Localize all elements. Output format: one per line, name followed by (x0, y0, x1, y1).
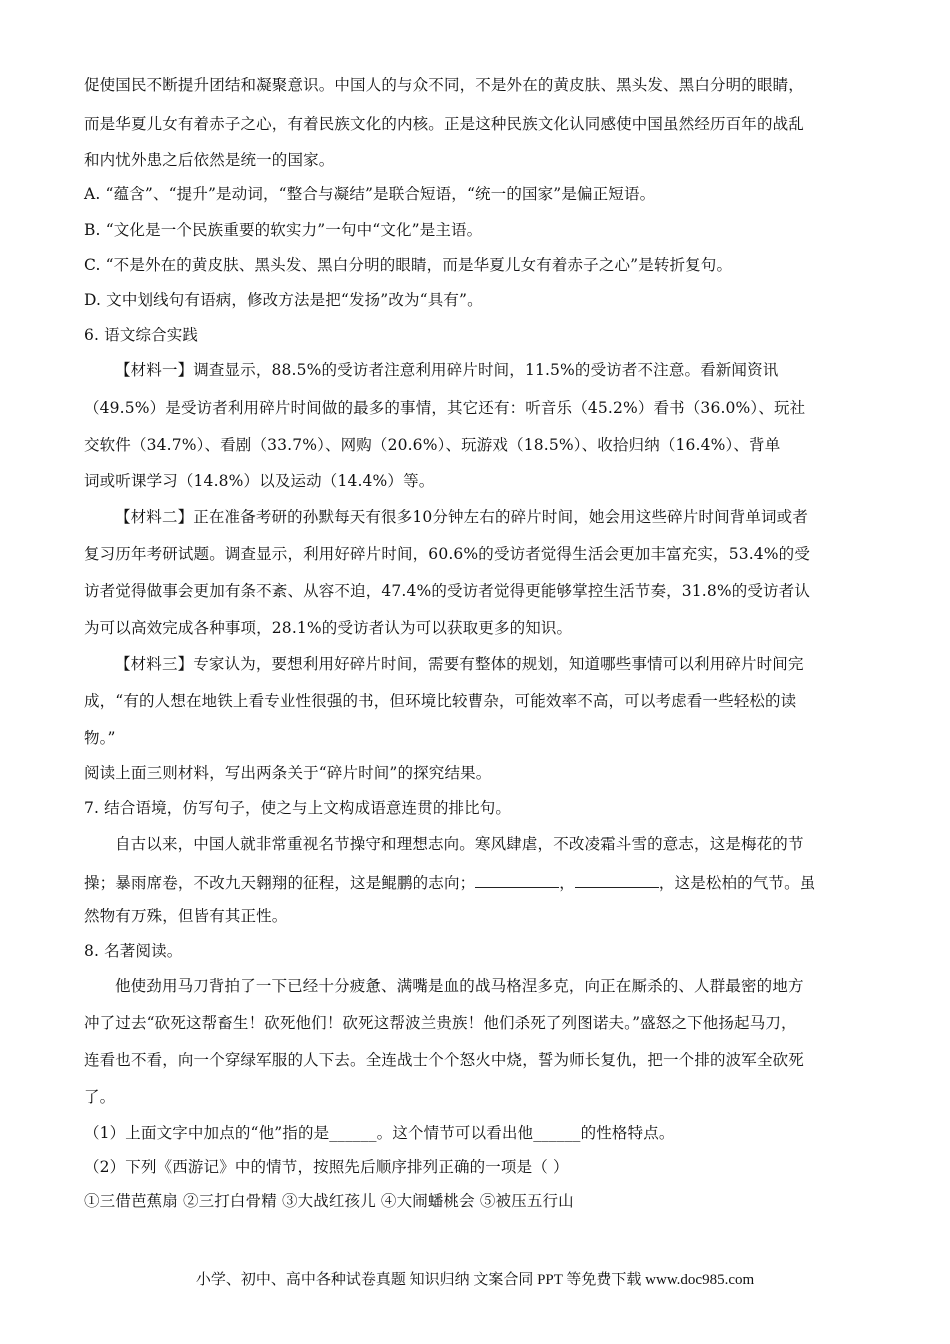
material-3-line: 【材料三】专家认为，要想利用好碎片时间，需要有整体的规划，知道哪些事情可以利用碎片时间完 (115, 655, 804, 673)
question-6-prompt: 阅读上面三则材料，写出两条关于“碎片时间”的探究结果。 (84, 764, 492, 782)
material-2-line: 访者觉得做事会更加有条不紊、从容不迫，47.4%的受访者觉得更能够掌控生活节奏，31.8%的受访者认 (84, 582, 810, 600)
q7-text: 操；暴雨席卷，不改九天翱翔的征程，这是鲲鹏的志向； (84, 874, 476, 892)
material-1-line: 【材料一】调查显示，88.5%的受访者注意利用碎片时间，11.5%的受访者不注意。看新闻资讯 (115, 361, 779, 379)
passage-line: 而是华夏儿女有着赤子之心，有着民族文化的内核。正是这种民族文化认同感使中国虽然经历百年的战乱 (84, 115, 804, 133)
question-7-title: 7. 结合语境，仿写句子，使之与上文构成语意连贯的排比句。 (84, 799, 512, 817)
answer-blank-4[interactable]: ______ (533, 1124, 581, 1142)
q8-choices: ①三借芭蕉扇 ②三打白骨精 ③大战红孩儿 ④大闹蟠桃会 ⑤被压五行山 (84, 1192, 574, 1210)
option-a: A. “蕴含”、“提升”是动词，“整合与凝结”是联合短语，“统一的国家”是偏正短语。 (84, 185, 656, 203)
answer-blank-2[interactable] (575, 871, 659, 888)
novel-passage-line: 他使劲用马刀背拍了一下已经十分疲惫、满嘴是血的战马格涅多克，向正在厮杀的、人群最密的地方 (115, 977, 804, 995)
material-2-line: 【材料二】正在准备考研的孙默每天有很多10分钟左右的碎片时间，她会用这些碎片时间背单词或者 (115, 508, 808, 526)
novel-passage-line: 冲了过去“砍死这帮畜生！砍死他们！砍死这帮波兰贵族！他们杀死了列图诺夫。”盛怒之下他扬起马刀， (84, 1014, 797, 1032)
question-8-title: 8. 名著阅读。 (84, 942, 183, 960)
q7-paragraph-line: 然物有万殊，但皆有其正性。 (84, 907, 288, 925)
material-3-line: 成，“有的人想在地铁上看专业性很强的书，但环境比较曹杂，可能效率不高，可以考虑看一些轻松的读 (84, 692, 797, 710)
answer-blank-1[interactable] (475, 871, 559, 888)
option-d: D. 文中划线句有语病，修改方法是把“发扬”改为“具有”。 (84, 291, 483, 309)
q7-text: ，这是松柏的气节。虽 (658, 874, 816, 892)
material-1-line: 交软件（34.7%）、看剧（33.7%）、网购（20.6%）、玩游戏（18.5%）、收拾归纳（16.4%）、背单 (84, 436, 781, 454)
q8-sub1-text: （1）上面文字中加点的“他”指的是 (84, 1124, 330, 1142)
material-3-line: 物。” (84, 729, 116, 747)
novel-passage-line: 连看也不看，向一个穿绿军服的人下去。全连战士个个怒火中烧，誓为师长复仇，把一个排的波军全砍死 (84, 1051, 804, 1069)
passage-line: 和内忧外患之后依然是统一的国家。 (84, 151, 335, 169)
material-2-line: 复习历年考研试题。调查显示，利用好碎片时间，60.6%的受访者觉得生活会更加丰富充实，53.4%的受 (84, 545, 810, 563)
material-2-line: 为可以高效完成各种事项，28.1%的受访者认为可以获取更多的知识。 (84, 619, 573, 637)
answer-blank-3[interactable]: ______ (329, 1124, 377, 1142)
option-b: B. “文化是一个民族重要的软实力”一句中“文化”是主语。 (84, 221, 483, 239)
q7-text: ， (559, 874, 575, 892)
q8-sub1-text: 的性格特点。 (580, 1124, 675, 1142)
material-1-line: 词或听课学习（14.8%）以及运动（14.4%）等。 (84, 472, 435, 490)
novel-passage-line: 了。 (84, 1088, 116, 1106)
q7-paragraph-line: 自古以来，中国人就非常重视名节操守和理想志向。寒风肆虐，不改凌霜斗雪的意志，这是梅花的节 (115, 835, 804, 853)
option-c: C. “不是外在的黄皮肤、黑头发、黑白分明的眼睛，而是华夏儿女有着赤子之心”是转折复句。 (84, 256, 733, 274)
q8-subquestion-1 (84, 1123, 675, 1143)
q7-paragraph-line (84, 871, 815, 893)
question-6-title: 6. 语文综合实践 (84, 326, 199, 344)
q8-subquestion-2: （2）下列《西游记》中的情节，按照先后顺序排列正确的一项是（ ） (84, 1158, 569, 1176)
q8-sub1-text: 。这个情节可以看出他 (376, 1124, 534, 1142)
passage-line: 促使国民不断提升团结和凝聚意识。中国人的与众不同，不是外在的黄皮肤、黑头发、黑白分明的眼睛， (84, 76, 804, 94)
material-1-line: （49.5%）是受访者利用碎片时间做的最多的事情，其它还有：听音乐（45.2%）看书（36.0%）、玩社 (84, 399, 806, 417)
page-footer: 小学、初中、高中各种试卷真题 知识归纳 文案合同 PPT 等免费下载 www.doc985.com (195, 1272, 755, 1288)
